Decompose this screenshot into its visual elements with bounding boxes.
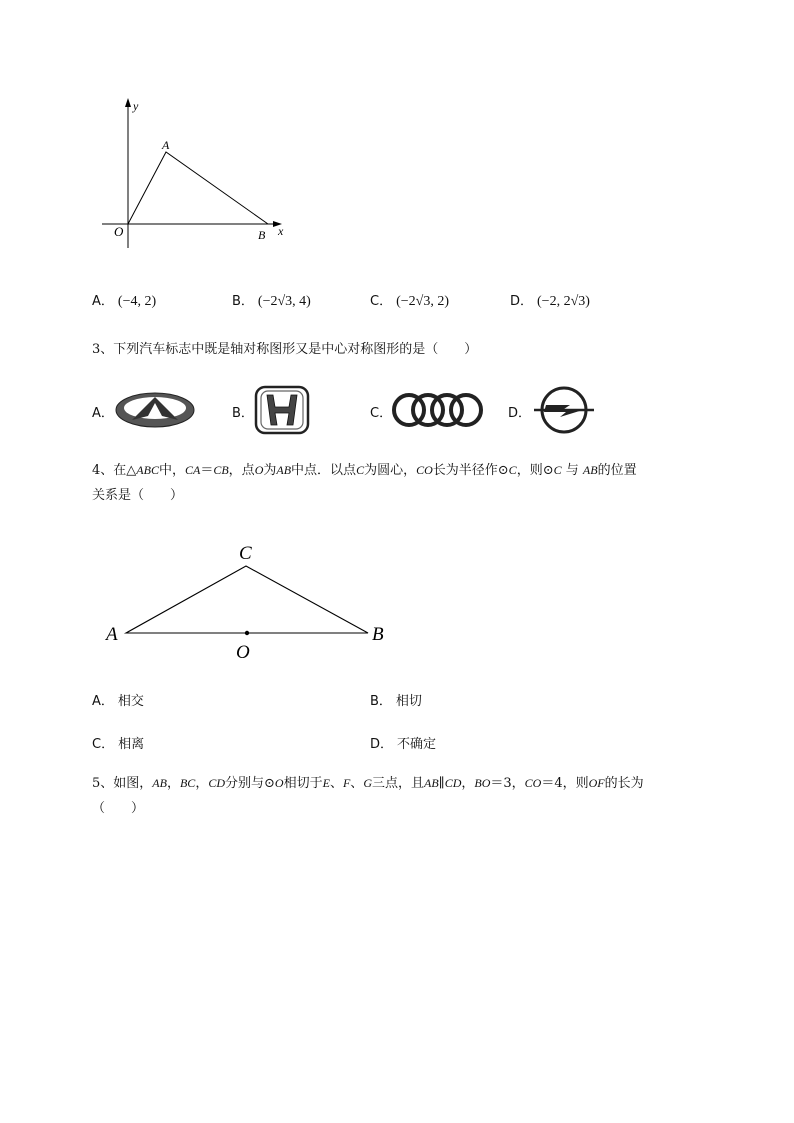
q4-math-abc: ABC bbox=[136, 463, 159, 477]
q5-text-part: ＝4，则 bbox=[541, 776, 589, 791]
option-value: (−2, 2√3) bbox=[537, 294, 590, 309]
q3-text: 3、下列汽车标志中既是轴对称图形又是中心对称图形的是（ ） bbox=[92, 342, 478, 357]
honda-logo-icon bbox=[254, 385, 310, 435]
q4-text-part: 为 bbox=[263, 463, 277, 478]
q2-option-d[interactable] bbox=[510, 290, 590, 310]
option-text: 相切 bbox=[395, 694, 422, 709]
option-label: B． bbox=[232, 294, 254, 309]
midpoint-o bbox=[245, 631, 249, 635]
q5-math-o: O bbox=[274, 776, 284, 790]
q4-math-ca: CA bbox=[184, 463, 201, 477]
label-o: O bbox=[236, 642, 250, 663]
triangle-figure bbox=[100, 536, 400, 666]
q5-text-line2: （ ） bbox=[92, 801, 145, 816]
option-label: A． bbox=[92, 406, 114, 421]
triangle-oab bbox=[128, 152, 268, 224]
q5-math-bc: BC bbox=[179, 776, 196, 790]
q4-option-d[interactable] bbox=[370, 733, 436, 752]
q5-text-part: 三点，且 bbox=[371, 776, 424, 791]
option-text: 相离 bbox=[118, 737, 145, 752]
option-label: B． bbox=[370, 694, 392, 709]
label-x: x bbox=[278, 224, 284, 238]
q5-math-cd: CD bbox=[444, 776, 462, 790]
q4-math-ab: AB bbox=[276, 463, 292, 477]
q4-text-part: ，则⊙ bbox=[516, 463, 554, 478]
audi-logo-icon bbox=[392, 390, 484, 430]
infiniti-logo-icon bbox=[114, 390, 196, 430]
q4-math-cb: CB bbox=[213, 463, 229, 477]
q2-option-b[interactable] bbox=[232, 290, 311, 310]
label-o: O bbox=[114, 224, 124, 239]
q4-text-line2: 关系是（ ） bbox=[92, 488, 184, 503]
label-c: C bbox=[239, 543, 252, 564]
q5-text-part: ＝3， bbox=[490, 776, 525, 791]
option-label: A． bbox=[92, 294, 114, 309]
q4-text-part: 与 bbox=[565, 463, 579, 478]
q5-math-e: E bbox=[322, 776, 330, 790]
q4-text bbox=[92, 458, 742, 508]
option-label: D． bbox=[510, 294, 534, 309]
option-value: (−2√3, 2) bbox=[396, 294, 449, 309]
option-value: (−2√3, 4) bbox=[257, 294, 311, 309]
q5-math-g: G bbox=[363, 776, 372, 790]
label-a: A bbox=[162, 138, 170, 152]
q5-text bbox=[92, 771, 742, 821]
q5-math-ab: AB bbox=[152, 776, 167, 790]
option-value: (−4, 2) bbox=[117, 294, 157, 309]
q3-option-d[interactable] bbox=[508, 402, 535, 421]
q5-text-part: ∥ bbox=[438, 776, 445, 791]
q5-math-bo: BO bbox=[474, 776, 491, 790]
q5-text-part: 、 bbox=[350, 776, 364, 791]
label-y: y bbox=[133, 99, 139, 113]
option-label: C． bbox=[370, 294, 393, 309]
q4-text-part: 长为半径作⊙ bbox=[432, 463, 509, 478]
q5-text-part: 相切于 bbox=[283, 776, 323, 791]
q2-option-c[interactable] bbox=[370, 290, 449, 310]
q5-text-part: 、 bbox=[329, 776, 343, 791]
q4-text-part: 为圆心， bbox=[364, 463, 417, 478]
coordinate-figure bbox=[96, 96, 296, 256]
q2-option-a[interactable] bbox=[92, 290, 156, 310]
q4-text-part: 4、在△ bbox=[92, 463, 137, 478]
q5-text-part: ， bbox=[166, 776, 180, 791]
q4-math-co: CO bbox=[416, 463, 433, 477]
q5-math-f: F bbox=[342, 776, 351, 790]
label-b: B bbox=[372, 624, 384, 645]
option-label: B． bbox=[232, 406, 254, 421]
q4-text-part: 的位置 bbox=[597, 463, 637, 478]
option-text: 相交 bbox=[117, 694, 144, 709]
label-b: B bbox=[258, 228, 266, 242]
q5-math-co: CO bbox=[524, 776, 542, 790]
q4-text-part: ＝ bbox=[200, 463, 214, 478]
q4-option-c[interactable] bbox=[92, 733, 144, 752]
q4-math-c: C bbox=[356, 463, 365, 477]
option-label: D． bbox=[370, 737, 394, 752]
q5-text-part: 5、如图， bbox=[92, 776, 153, 791]
q5-text-part: 的长为 bbox=[604, 776, 644, 791]
q4-math-c: C bbox=[553, 463, 562, 477]
opel-logo-icon bbox=[532, 383, 596, 437]
q4-math-o: O bbox=[254, 463, 264, 477]
option-label: C． bbox=[370, 406, 393, 421]
option-text: 不确定 bbox=[397, 737, 437, 752]
label-a: A bbox=[106, 624, 118, 645]
q4-text-part: 中， bbox=[158, 463, 185, 478]
q4-option-b[interactable] bbox=[370, 690, 422, 709]
q5-text-part: ， bbox=[195, 776, 209, 791]
q4-math-ab: AB bbox=[582, 463, 598, 477]
q5-math-ab: AB bbox=[424, 776, 439, 790]
q4-option-a[interactable] bbox=[92, 690, 144, 709]
y-axis-arrow bbox=[125, 98, 131, 107]
q5-text-part: ， bbox=[461, 776, 475, 791]
q4-text-part: ，点 bbox=[228, 463, 255, 478]
option-label: D． bbox=[508, 406, 532, 421]
q4-math-c: C bbox=[508, 463, 517, 477]
q5-text-part: 分别与⊙ bbox=[225, 776, 275, 791]
triangle-abc bbox=[126, 566, 368, 633]
option-label: C． bbox=[92, 737, 115, 752]
q4-text-part: 中点．以点 bbox=[291, 463, 357, 478]
option-label: A． bbox=[92, 694, 114, 709]
q5-math-cd: CD bbox=[208, 776, 225, 790]
q5-math-of: OF bbox=[588, 776, 605, 790]
